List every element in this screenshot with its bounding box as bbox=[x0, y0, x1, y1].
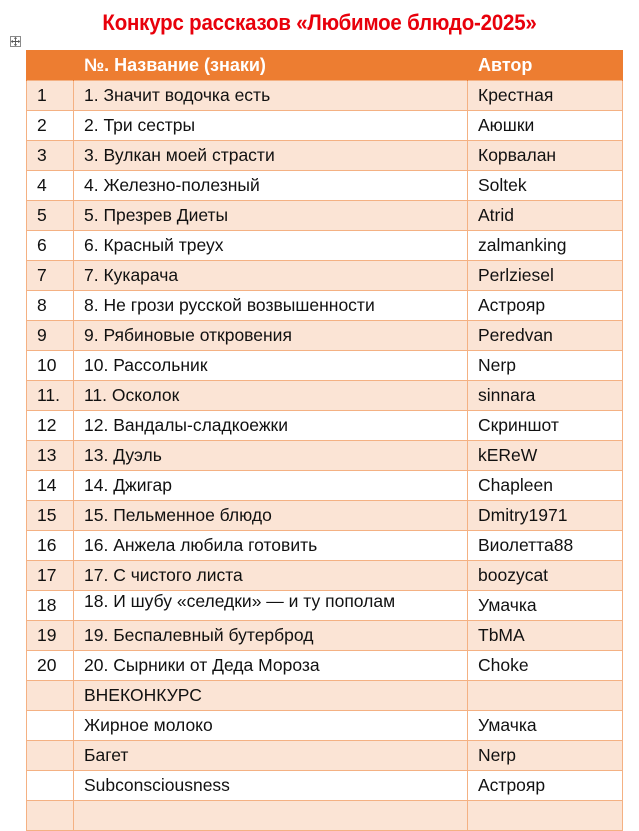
story-author[interactable]: Скриншот bbox=[468, 411, 623, 441]
table-row bbox=[27, 201, 623, 231]
section-label[interactable]: ВНЕКОНКУРС bbox=[74, 681, 468, 711]
row-number[interactable] bbox=[27, 771, 74, 801]
story-title[interactable]: 16. Анжела любила готовить bbox=[74, 531, 468, 561]
story-title[interactable]: 14. Джигар bbox=[74, 471, 468, 501]
table-row bbox=[27, 651, 623, 681]
table-row bbox=[27, 711, 623, 741]
contest-table bbox=[26, 50, 623, 831]
table-row bbox=[27, 411, 623, 441]
row-number[interactable]: 20 bbox=[27, 651, 74, 681]
story-title[interactable]: 8. Не грози русской возвышенности bbox=[74, 291, 468, 321]
story-author[interactable]: Астрояр bbox=[468, 771, 623, 801]
story-author[interactable]: Умачка bbox=[468, 711, 623, 741]
table-row bbox=[27, 81, 623, 111]
row-number[interactable]: 19 bbox=[27, 621, 74, 651]
row-number[interactable] bbox=[27, 801, 74, 831]
table-row bbox=[27, 141, 623, 171]
table-row bbox=[27, 591, 623, 621]
story-author[interactable]: Корвалан bbox=[468, 141, 623, 171]
story-author[interactable]: Умачка bbox=[468, 591, 623, 621]
story-author[interactable]: Астрояр bbox=[468, 291, 623, 321]
row-number[interactable]: 11. bbox=[27, 381, 74, 411]
row-number[interactable]: 10 bbox=[27, 351, 74, 381]
story-author[interactable]: Chapleen bbox=[468, 471, 623, 501]
table-row bbox=[27, 111, 623, 141]
table-row bbox=[27, 231, 623, 261]
story-author[interactable]: Atrid bbox=[468, 201, 623, 231]
table-row bbox=[27, 501, 623, 531]
table-row bbox=[27, 171, 623, 201]
header-number bbox=[27, 50, 74, 81]
story-title[interactable]: 10. Рассольник bbox=[74, 351, 468, 381]
table-row bbox=[27, 621, 623, 651]
story-title[interactable]: Subconsciousness bbox=[74, 771, 468, 801]
table-row bbox=[27, 561, 623, 591]
table-row bbox=[27, 741, 623, 771]
story-title[interactable]: Багет bbox=[74, 741, 468, 771]
row-number[interactable] bbox=[27, 741, 74, 771]
story-author[interactable]: Виолетта88 bbox=[468, 531, 623, 561]
table-row bbox=[27, 291, 623, 321]
row-number[interactable]: 6 bbox=[27, 231, 74, 261]
story-author[interactable]: Nerp bbox=[468, 351, 623, 381]
row-number[interactable]: 3 bbox=[27, 141, 74, 171]
story-author[interactable]: sinnara bbox=[468, 381, 623, 411]
story-title[interactable]: 17. С чистого листа bbox=[74, 561, 468, 591]
story-title[interactable] bbox=[74, 801, 468, 831]
row-number[interactable]: 1 bbox=[27, 81, 74, 111]
move-arrows-icon bbox=[11, 37, 20, 46]
story-author[interactable]: kEReW bbox=[468, 441, 623, 471]
story-title[interactable]: 2. Три сестры bbox=[74, 111, 468, 141]
table-row bbox=[27, 771, 623, 801]
row-number[interactable] bbox=[27, 711, 74, 741]
row-number[interactable]: 7 bbox=[27, 261, 74, 291]
story-title[interactable] bbox=[74, 591, 468, 621]
story-title[interactable]: 12. Вандалы-сладкоежки bbox=[74, 411, 468, 441]
story-title[interactable]: 7. Кукарача bbox=[74, 261, 468, 291]
story-author[interactable]: Dmitry1971 bbox=[468, 501, 623, 531]
header-title: №. Название (знаки) bbox=[74, 50, 468, 81]
table-row bbox=[27, 471, 623, 501]
table-row-partial bbox=[27, 801, 623, 831]
story-title[interactable]: 3. Вулкан моей страсти bbox=[74, 141, 468, 171]
row-number[interactable]: 8 bbox=[27, 291, 74, 321]
table-row bbox=[27, 441, 623, 471]
row-number[interactable]: 16 bbox=[27, 531, 74, 561]
row-number[interactable]: 17 bbox=[27, 561, 74, 591]
table-row-section-out-of-competition bbox=[27, 681, 623, 711]
story-author[interactable] bbox=[468, 681, 623, 711]
header-author: Автор bbox=[468, 50, 623, 81]
story-author[interactable]: Аюшки bbox=[468, 111, 623, 141]
story-author[interactable]: Perlziesel bbox=[468, 261, 623, 291]
story-author[interactable]: Soltek bbox=[468, 171, 623, 201]
story-title[interactable]: 11. Осколок bbox=[74, 381, 468, 411]
table-row bbox=[27, 381, 623, 411]
story-author[interactable]: Крестная bbox=[468, 81, 623, 111]
story-title[interactable]: 13. Дуэль bbox=[74, 441, 468, 471]
story-title[interactable]: Жирное молоко bbox=[74, 711, 468, 741]
table-row bbox=[27, 321, 623, 351]
document-title: Конкурс рассказов «Любимое блюдо-2025» bbox=[102, 10, 537, 35]
story-author[interactable]: Choke bbox=[468, 651, 623, 681]
table-row bbox=[27, 261, 623, 291]
story-author[interactable]: zalmanking bbox=[468, 231, 623, 261]
row-number[interactable]: 2 bbox=[27, 111, 74, 141]
story-title[interactable]: 4. Железно-полезный bbox=[74, 171, 468, 201]
row-number[interactable]: 18 bbox=[27, 591, 74, 621]
row-number[interactable]: 9 bbox=[27, 321, 74, 351]
story-title[interactable]: 20. Сырники от Деда Мороза bbox=[74, 651, 468, 681]
table-move-handle-icon[interactable] bbox=[10, 36, 21, 47]
story-author[interactable]: Peredvan bbox=[468, 321, 623, 351]
row-number[interactable]: 5 bbox=[27, 201, 74, 231]
table-header-row bbox=[27, 50, 623, 81]
row-number[interactable] bbox=[27, 681, 74, 711]
story-author[interactable]: boozycat bbox=[468, 561, 623, 591]
story-title-text: 18. И шубу «селедки» — и ту пополам bbox=[84, 591, 396, 611]
table-row bbox=[27, 351, 623, 381]
story-author[interactable] bbox=[468, 801, 623, 831]
row-number[interactable]: 13 bbox=[27, 441, 74, 471]
story-title[interactable]: 9. Рябиновые откровения bbox=[74, 321, 468, 351]
story-author[interactable]: TbMA bbox=[468, 621, 623, 651]
story-author[interactable]: Nerp bbox=[468, 741, 623, 771]
story-title[interactable]: 19. Беспалевный бутерброд bbox=[74, 621, 468, 651]
row-number[interactable]: 4 bbox=[27, 171, 74, 201]
story-title[interactable]: 5. Презрев Диеты bbox=[74, 201, 468, 231]
row-number[interactable]: 15 bbox=[27, 501, 74, 531]
row-number[interactable]: 14 bbox=[27, 471, 74, 501]
story-title[interactable]: 6. Красный треух bbox=[74, 231, 468, 261]
table-row bbox=[27, 531, 623, 561]
row-number[interactable]: 12 bbox=[27, 411, 74, 441]
story-title[interactable]: 15. Пельменное блюдо bbox=[74, 501, 468, 531]
story-title[interactable]: 1. Значит водочка есть bbox=[74, 81, 468, 111]
